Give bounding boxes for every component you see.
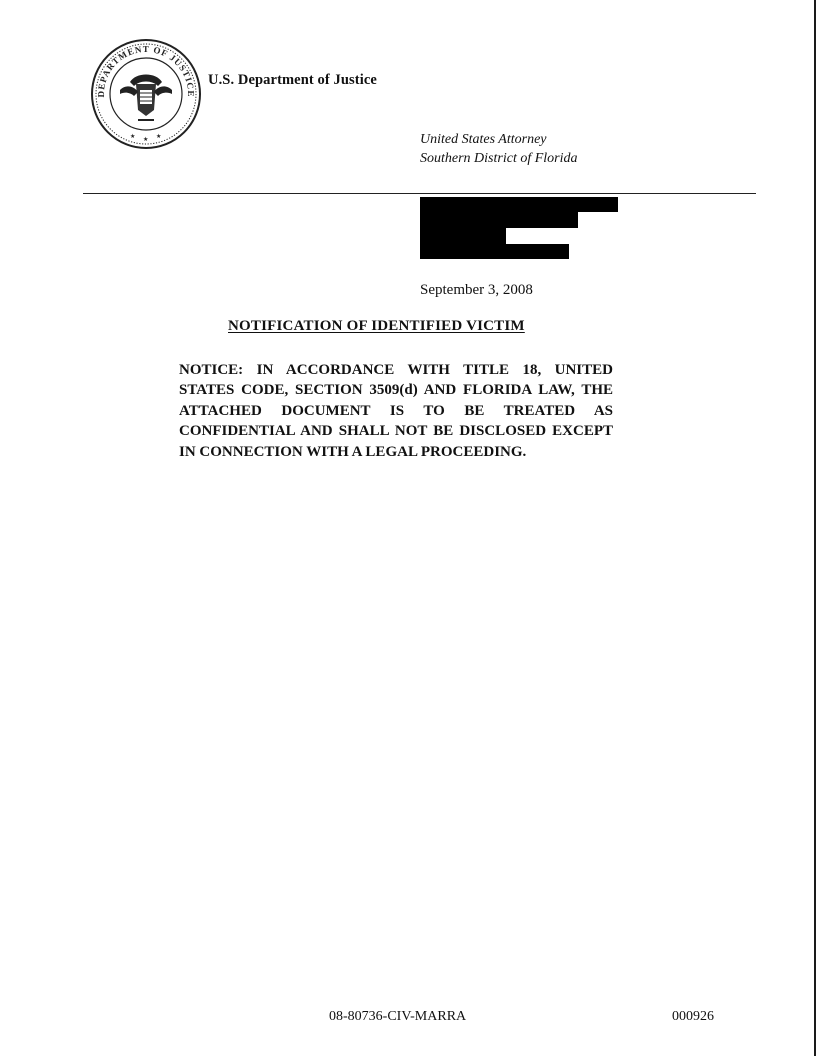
doj-seal-icon: [90, 38, 202, 150]
redaction-bar-1: [420, 197, 618, 212]
svg-text:★: ★: [143, 137, 149, 143]
seal-ring-text: DEPARTMENT OF JUSTICE: [95, 43, 197, 98]
redaction-bar-2: [420, 212, 578, 228]
redaction-bar-4: [420, 244, 569, 259]
redaction-bar-3: [420, 228, 506, 244]
office-title: United States Attorney: [420, 132, 547, 147]
agency-name: U.S. Department of Justice: [208, 72, 377, 88]
confidentiality-notice: NOTICE: IN ACCORDANCE WITH TITLE 18, UNITED STATES CODE, SECTION 3509(d) AND FLORIDA LAW, THE ATTACHED DOCUMENT IS TO BE TREATED AS CONFIDENTIAL AND SHALL NOT BE DISCLOSED EXCEPT IN CONNECTION WITH A LEGAL PROCEEDING.: [179, 362, 613, 460]
case-number: 08-80736-CIV-MARRA: [329, 1009, 467, 1024]
document-heading: NOTIFICATION OF IDENTIFIED VICTIM: [228, 318, 525, 334]
header-divider: [83, 193, 756, 194]
svg-text:★: ★: [130, 134, 136, 140]
office-district: Southern District of Florida: [420, 151, 578, 166]
svg-text:★: ★: [156, 134, 162, 140]
office-block: [420, 130, 578, 168]
letter-date: September 3, 2008: [420, 282, 533, 298]
bates-number: 000926: [672, 1009, 714, 1024]
